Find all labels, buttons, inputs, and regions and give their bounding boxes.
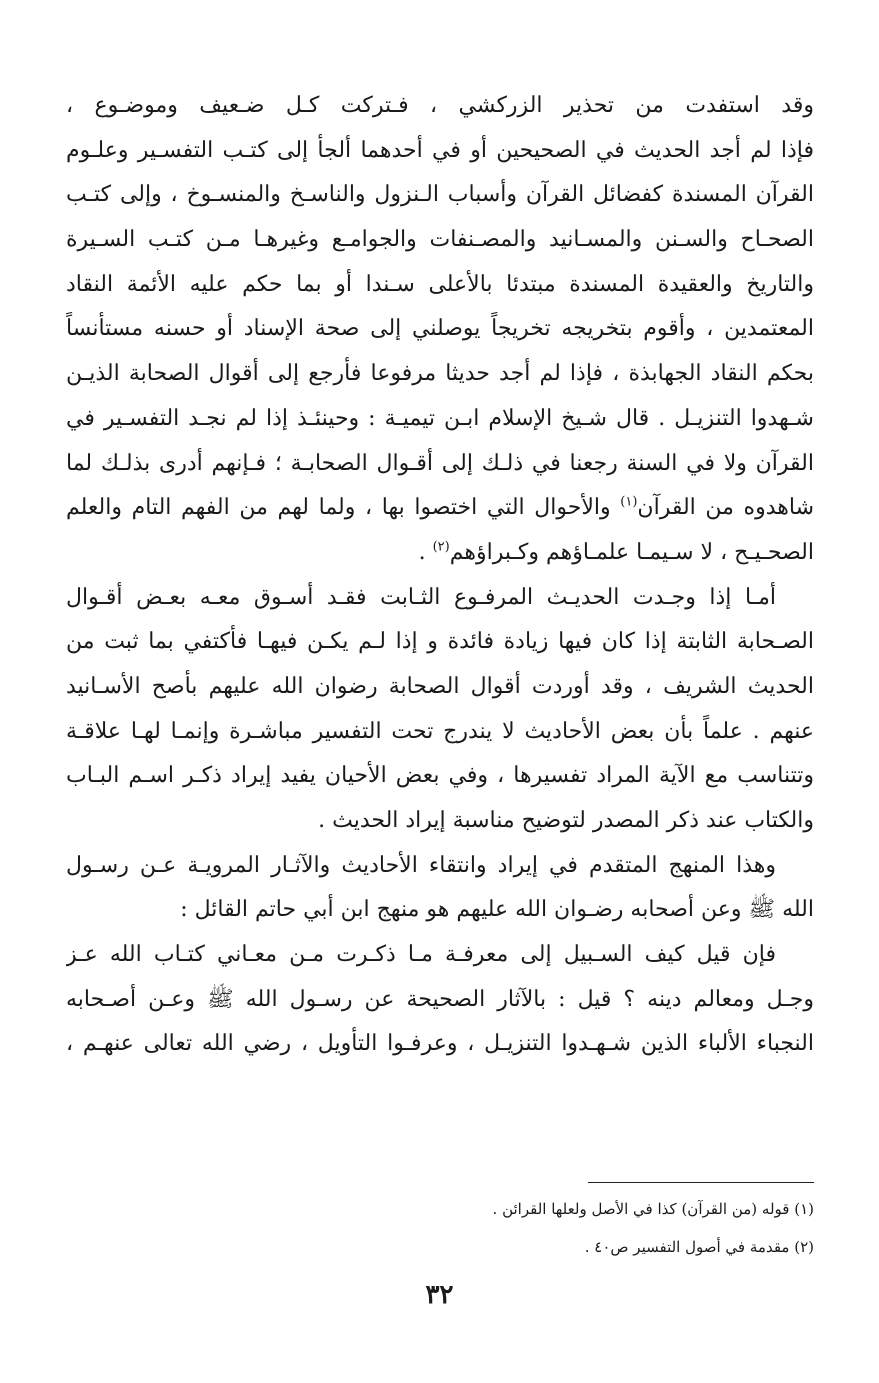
body-line-4: الصحـاح والسـنن والمسـانيد والمصـنفات والجوامـع وغيرهـا مـن كتـب السـيرة bbox=[66, 227, 814, 253]
footnote-2: (٢) مقدمة في أصول التفسير ص٤٠ . bbox=[584, 1238, 814, 1256]
body-line-13: الصـحابة الثابتة إذا كان فيها زيادة فائدة و إذا لـم يكـن فيهـا فأكتفي بما ثبت من bbox=[66, 629, 814, 655]
body-line-11 bbox=[66, 531, 814, 576]
body-line-22: النجباء الألباء الذين شـهـدوا التنزيـل ، وعرفـوا التأويل ، رضي الله تعالى عنهـم ، bbox=[66, 1031, 814, 1057]
body-line-9: القرآن ولا في السنة رجعنا في ذلـك إلى أقـوال الصحابـة ؛ فـإنهم أدرى بذلـك لما bbox=[66, 450, 814, 476]
body-line-14: الحديث الشريف ، وقد أوردت أقوال الصحابة رضوان الله عليهم بأصح الأسـانيد bbox=[66, 673, 814, 699]
body-text bbox=[66, 84, 814, 1067]
line11-text: الصحـيـح ، لا سـيمـا علمـاؤهم وكـبراؤهم bbox=[449, 539, 814, 565]
body-line-12: أمـا إذا وجـدت الحديـث المرفـوع الثـابت فقـد أسـوق معـه بعـض أقـوال bbox=[66, 584, 776, 610]
line10-before: شاهدوه من القرآن bbox=[637, 495, 814, 521]
body-line-15: عنهم . علماً بأن بعض الأحاديث لا يندرج تحت التفسير مباشـرة وإنمـا لهـا علاقـة bbox=[66, 718, 814, 744]
body-line-2: فإذا لم أجد الحديث في الصحيحين أو في أحدهما ألجأ إلى كتـب التفسـير وعلـوم bbox=[66, 137, 814, 163]
body-line-20: فإن قيل كيف السـبيل إلى معرفـة مـا ذكـرت مـن معـاني كتـاب الله عـز bbox=[66, 942, 776, 968]
body-line-19: الله ﷺ وعن أصحابه رضـوان الله عليهم هو منهج ابن أبي حاتم القائل : bbox=[180, 897, 814, 923]
footnote-divider bbox=[588, 1182, 814, 1183]
body-line-7: بحكم النقاد الجهابذة ، فإذا لم أجد حديثا مرفوعا فأرجع إلى أقوال الصحابة الذيـن bbox=[66, 361, 814, 387]
line11-end: . bbox=[418, 539, 426, 565]
body-line-10 bbox=[66, 486, 814, 531]
body-line-1: وقد استفدت من تحذير الزركشي ، فـتركت كـل ضـعيف وموضـوع ، bbox=[66, 93, 814, 118]
footnote-marker-2[interactable]: (٢) bbox=[432, 539, 450, 555]
body-line-21: وجـل ومعالم دينه ؟ قيل : بالآثار الصحيحة عن رسـول الله ﷺ وعـن أصـحابه bbox=[66, 986, 814, 1012]
body-line-16: وتتناسب مع الآية المراد تفسيرها ، وفي بعض الأحيان يفيد إيراد ذكـر اسـم البـاب bbox=[66, 763, 814, 789]
body-line-6: المعتمدين ، وأقوم بتخريجه تخريجاً يوصلني إلى صحة الإسناد أو حسنه مستأنساً bbox=[66, 316, 814, 342]
body-line-17: والكتاب عند ذكر المصدر لتوضيح مناسبة إيراد الحديث . bbox=[318, 808, 814, 833]
footnote-1: (١) قوله (من القرآن) كذا في الأصل ولعلها القرائن . bbox=[492, 1200, 814, 1218]
page-number: ٣٢ bbox=[425, 1280, 454, 1310]
body-line-3: القرآن المسندة كفضائل القرآن وأسباب الـنزول والناسـخ والمنسـوخ ، وإلى كتـب bbox=[66, 182, 814, 208]
footnotes bbox=[66, 1190, 814, 1266]
body-line-18: وهذا المنهج المتقدم في إيراد وانتقاء الأحاديث والآثـار المرويـة عـن رسـول bbox=[66, 852, 776, 878]
line10-after: والأحوال التي اختصوا بها ، ولما لهم من الفهم التام والعلم bbox=[66, 495, 611, 521]
footnote-marker-1[interactable]: (١) bbox=[620, 494, 638, 510]
body-line-8: شـهدوا التنزيـل . قال شـيخ الإسلام ابـن تيميـة : وحينئـذ إذا لم نجـد التفسـير في bbox=[66, 405, 814, 431]
body-line-5: والتاريخ والعقيدة المسندة مبتدئا بالأعلى سـندا أو بما حكم عليه الأئمة النقاد bbox=[66, 271, 814, 297]
